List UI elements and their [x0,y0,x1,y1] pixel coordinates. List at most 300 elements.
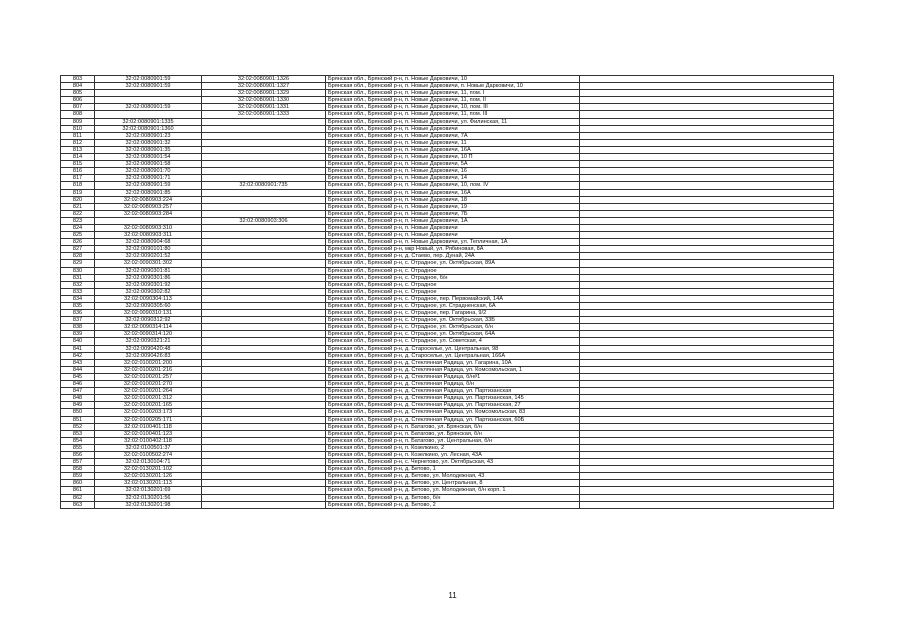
table-row [61,281,834,288]
empty-cell [580,118,834,125]
empty-cell [580,395,834,402]
cadastral-number-cell: 32:02:0080901:70 [95,168,202,175]
address-cell: Брянская обл., Брянский р-н, с. Отрадное, ул. Октябрьская, б/н [326,324,580,331]
table-row [61,359,834,366]
row-number-cell: 837 [61,317,95,324]
empty-cell [580,189,834,196]
empty-cell [580,125,834,132]
object-cadastral-number-cell [202,161,326,168]
empty-cell [580,388,834,395]
cadastral-number-cell: 32:02:0130201:56 [95,494,202,501]
address-cell: Брянская обл., Брянский р-н, д. Стеклянная Радица, ул. Гагарина, 10А [326,359,580,366]
empty-cell [580,104,834,111]
row-number-cell: 813 [61,146,95,153]
empty-cell [580,274,834,281]
table-row [61,76,834,83]
cadastral-number-cell: 32:02:0100205:171 [95,416,202,423]
table-row [61,168,834,175]
empty-cell [580,338,834,345]
row-number-cell: 825 [61,232,95,239]
object-cadastral-number-cell [202,409,326,416]
object-cadastral-number-cell [202,402,326,409]
row-number-cell: 811 [61,132,95,139]
empty-cell [580,317,834,324]
row-number-cell: 855 [61,444,95,451]
cadastral-number-cell: 32:02:0080901:59 [95,76,202,83]
table-row [61,288,834,295]
address-cell: Брянская обл., Брянский р-н, с. Отрадное [326,267,580,274]
row-number-cell: 821 [61,203,95,210]
address-cell: Брянская обл., Брянский р-н, п. Новые Дарковичи, 11, пом. I [326,90,580,97]
row-number-cell: 823 [61,217,95,224]
object-cadastral-number-cell [202,466,326,473]
table-row [61,125,834,132]
table-row [61,253,834,260]
table-row [61,267,834,274]
table-row [61,175,834,182]
address-cell: Брянская обл., Брянский р-н, д. Стеклянная Радица, ул. Партизанская, 145 [326,395,580,402]
row-number-cell: 822 [61,210,95,217]
table-row [61,232,834,239]
address-cell: Брянская обл., Брянский р-н, д. Бетово, ул. Центральная, 8 [326,480,580,487]
empty-cell [580,331,834,338]
cadastral-number-cell: 32:02:0090301:92 [95,281,202,288]
cadastral-number-cell: 32:02:0090302:82 [95,288,202,295]
cadastral-number-cell: 32:02:0080901:54 [95,154,202,161]
address-cell: Брянская обл., Брянский р-н, п. Новые Дарковичи, 16А [326,189,580,196]
empty-cell [580,359,834,366]
empty-cell [580,175,834,182]
address-cell: Брянская обл., Брянский р-н, с. Отрадное, ул. Октябрьская, 64А [326,331,580,338]
object-cadastral-number-cell: 32:02:0080901:735 [202,182,326,189]
object-cadastral-number-cell [202,494,326,501]
table-row [61,217,834,224]
table-row [61,409,834,416]
cadastral-number-cell: 32:02:0080903:257 [95,203,202,210]
object-cadastral-number-cell [202,189,326,196]
empty-cell [580,203,834,210]
empty-cell [580,281,834,288]
cadastral-number-cell: 32:02:0080901:1335 [95,118,202,125]
table-row [61,146,834,153]
cadastral-number-cell: 32:02:0090301:81 [95,267,202,274]
object-cadastral-number-cell [202,381,326,388]
table-row [61,104,834,111]
row-number-cell: 814 [61,154,95,161]
object-cadastral-number-cell [202,338,326,345]
page-number: 11 [448,591,457,600]
table-row [61,161,834,168]
cadastral-number-cell: 32:02:0090314:120 [95,331,202,338]
address-cell: Брянская обл., Брянский р-н, п. Новые Дарковичи, 10 [326,76,580,83]
table-row [61,331,834,338]
address-cell: Брянская обл., Брянский р-н, п. Новые Дарковичи, 10, пом. IV [326,182,580,189]
object-cadastral-number-cell [202,473,326,480]
row-number-cell: 832 [61,281,95,288]
row-number-cell: 843 [61,359,95,366]
address-cell: Брянская обл., Брянский р-н, с. Отрадное [326,288,580,295]
empty-cell [580,260,834,267]
row-number-cell: 824 [61,224,95,231]
address-cell: Брянская обл., Брянский р-н, п. Новые Дарковичи, 14 [326,175,580,182]
cadastral-number-cell: 32:02:0080903:284 [95,210,202,217]
table-row [61,239,834,246]
row-number-cell: 862 [61,494,95,501]
empty-cell [580,224,834,231]
row-number-cell: 810 [61,125,95,132]
empty-cell [580,83,834,90]
empty-cell [580,146,834,153]
address-cell: Брянская обл., Брянский р-н, п. Новые Дарковичи [326,125,580,132]
empty-cell [580,132,834,139]
address-cell: Брянская обл., Брянский р-н, д. Бетово, ул. Молодежная, б/н корп. 1 [326,487,580,494]
table-row [61,352,834,359]
object-cadastral-number-cell [202,274,326,281]
object-cadastral-number-cell [202,146,326,153]
cadastral-number-cell: 32:02:0080901:58 [95,161,202,168]
address-cell: Брянская обл., Брянский р-н, п. Новые Дарковичи, 11, пом. III [326,111,580,118]
table-row [61,373,834,380]
row-number-cell: 818 [61,182,95,189]
object-cadastral-number-cell [202,203,326,210]
table-row [61,224,834,231]
cadastral-number-cell: 32:02:0080903:310 [95,224,202,231]
cadastral-number-cell: 32:02:0100201:270 [95,381,202,388]
object-cadastral-number-cell [202,253,326,260]
row-number-cell: 806 [61,97,95,104]
empty-cell [580,154,834,161]
cadastral-number-cell: 32:02:0080901:59 [95,182,202,189]
object-cadastral-number-cell [202,487,326,494]
cadastral-number-cell: 32:02:0080903:224 [95,196,202,203]
address-cell: Брянская обл., Брянский р-н, д. Стеклянная Радица, ул. Комсомольская, 1 [326,366,580,373]
object-cadastral-number-cell [202,317,326,324]
row-number-cell: 863 [61,501,95,508]
object-cadastral-number-cell [202,154,326,161]
table-row [61,203,834,210]
address-cell: Брянская обл., Брянский р-н, п. Новые Дарковичи, 18 [326,196,580,203]
cadastral-number-cell: 32:02:0080901:35 [95,146,202,153]
object-cadastral-number-cell [202,430,326,437]
row-number-cell: 860 [61,480,95,487]
cadastral-number-cell: 32:02:0090304:113 [95,295,202,302]
row-number-cell: 833 [61,288,95,295]
table-row [61,83,834,90]
object-cadastral-number-cell [202,352,326,359]
address-cell: Брянская обл., Брянский р-н, с. Отрадное, ул. Страдненская, 6А [326,303,580,310]
address-cell: Брянская обл., Брянский р-н, п. Новые Дарковичи, 10 П [326,154,580,161]
address-cell: Брянская обл., Брянский р-н, п. Новые Дарковичи, 11 [326,139,580,146]
address-cell: Брянская обл., Брянский р-н, с. Отрадное, пер. Гагарина, 9/2 [326,310,580,317]
row-number-cell: 836 [61,310,95,317]
object-cadastral-number-cell [202,288,326,295]
object-cadastral-number-cell [202,395,326,402]
object-cadastral-number-cell [202,139,326,146]
address-cell: Брянская обл., Брянский р-н, п. Новые Дарковичи, ул. Тепличная, 1А [326,239,580,246]
address-cell: Брянская обл., Брянский р-н, д. Стеклянная Радица, б/н [326,381,580,388]
row-number-cell: 856 [61,451,95,458]
table-row [61,430,834,437]
object-cadastral-number-cell [202,168,326,175]
table-row [61,459,834,466]
row-number-cell: 835 [61,303,95,310]
address-cell: Брянская обл., Брянский р-н, д. Староселье, ул. Центральная, 98 [326,345,580,352]
empty-cell [580,310,834,317]
table-row [61,210,834,217]
table-row [61,466,834,473]
address-cell: Брянская обл., Брянский р-н, с. Отрадное [326,281,580,288]
empty-cell [580,381,834,388]
table-row [61,97,834,104]
address-cell: Брянская обл., Брянский р-н, п. Новые Дарковичи [326,224,580,231]
address-cell: Брянская обл., Брянский р-н, д. Бетово, 1 [326,466,580,473]
address-cell: Брянская обл., Брянский р-н, п. Батагово, ул. Центральная, б/н [326,437,580,444]
object-cadastral-number-cell: 32:02:0080901:1331 [202,104,326,111]
cadastral-number-cell: 32:02:0130104:71 [95,459,202,466]
address-cell: Брянская обл., Брянский р-н, п. Батагово, ул. Брянская, б/н [326,430,580,437]
table-row [61,90,834,97]
registry-table-body [61,76,834,509]
object-cadastral-number-cell [202,132,326,139]
table-row [61,189,834,196]
cadastral-number-cell: 32:02:0080901:23 [95,132,202,139]
row-number-cell: 857 [61,459,95,466]
empty-cell [580,295,834,302]
object-cadastral-number-cell [202,373,326,380]
empty-cell [580,402,834,409]
row-number-cell: 844 [61,366,95,373]
cadastral-number-cell: 32:02:0090101:80 [95,246,202,253]
table-row [61,437,834,444]
row-number-cell: 848 [61,395,95,402]
empty-cell [580,217,834,224]
table-row [61,154,834,161]
cadastral-number-cell: 32:02:0090321:21 [95,338,202,345]
row-number-cell: 845 [61,373,95,380]
object-cadastral-number-cell [202,444,326,451]
row-number-cell: 853 [61,430,95,437]
address-cell: Брянская обл., Брянский р-н, с. Отрадное, пер. Первомайский, 14А [326,295,580,302]
row-number-cell: 812 [61,139,95,146]
object-cadastral-number-cell [202,451,326,458]
address-cell: Брянская обл., Брянский р-н, д. Стеклянная Радица, ул. Партизанская [326,388,580,395]
object-cadastral-number-cell: 32:02:0080903:306 [202,217,326,224]
cadastral-number-cell: 32:02:0100203:173 [95,409,202,416]
cadastral-number-cell: 32:02:0100201:312 [95,395,202,402]
cadastral-number-cell: 32:02:0080901:1360 [95,125,202,132]
cadastral-number-cell: 32:02:0090420:48 [95,345,202,352]
row-number-cell: 846 [61,381,95,388]
row-number-cell: 809 [61,118,95,125]
cadastral-number-cell: 32:02:0090201:52 [95,253,202,260]
empty-cell [580,196,834,203]
cadastral-number-cell: 32:02:0100201:216 [95,366,202,373]
object-cadastral-number-cell: 32:02:0080901:1326 [202,76,326,83]
address-cell: Брянская обл., Брянский р-н, д. Староселье, ул. Центральная, 166А [326,352,580,359]
table-row [61,118,834,125]
registry-table [60,75,834,509]
cadastral-number-cell [95,217,202,224]
address-cell: Брянская обл., Брянский р-н, д. Стеклянная Радица, ул. Партизанская, 60Б [326,416,580,423]
empty-cell [580,459,834,466]
row-number-cell: 815 [61,161,95,168]
address-cell: Брянская обл., Брянский р-н, п. Новые Дарковичи, 10, пом. III [326,104,580,111]
cadastral-number-cell: 32:02:0130201:102 [95,466,202,473]
row-number-cell: 819 [61,189,95,196]
cadastral-number-cell: 32:02:0100201:165 [95,402,202,409]
row-number-cell: 826 [61,239,95,246]
table-row [61,345,834,352]
table-row [61,111,834,118]
empty-cell [580,352,834,359]
object-cadastral-number-cell [202,196,326,203]
row-number-cell: 803 [61,76,95,83]
empty-cell [580,501,834,508]
cadastral-number-cell: 32:02:0090301:302 [95,260,202,267]
object-cadastral-number-cell [202,437,326,444]
row-number-cell: 850 [61,409,95,416]
object-cadastral-number-cell: 32:02:0080901:1330 [202,97,326,104]
object-cadastral-number-cell [202,423,326,430]
object-cadastral-number-cell [202,210,326,217]
row-number-cell: 851 [61,416,95,423]
address-cell: Брянская обл., Брянский р-н, д. Стеклянная Радица, ул. Комсомольская, 83 [326,409,580,416]
cadastral-number-cell: 32:02:0090314:114 [95,324,202,331]
table-row [61,494,834,501]
address-cell: Брянская обл., Брянский р-н, с. Отрадное, ул. Октябрьская, 33Б [326,317,580,324]
address-cell: Брянская обл., Брянский р-н, п. Новые Дарковичи, 19 [326,203,580,210]
table-row [61,303,834,310]
address-cell: Брянская обл., Брянский р-н, п. Козелкино, ул. Лесная, 43А [326,451,580,458]
empty-cell [580,444,834,451]
row-number-cell: 807 [61,104,95,111]
row-number-cell: 830 [61,267,95,274]
empty-cell [580,97,834,104]
table-row [61,260,834,267]
object-cadastral-number-cell [202,324,326,331]
object-cadastral-number-cell [202,224,326,231]
empty-cell [580,210,834,217]
empty-cell [580,409,834,416]
table-row [61,274,834,281]
table-row [61,395,834,402]
empty-cell [580,253,834,260]
object-cadastral-number-cell [202,303,326,310]
address-cell: Брянская обл., Брянский р-н, п. Новые Дарковичи, п. Новые Дарковичи, 10 [326,83,580,90]
cadastral-number-cell: 32:02:0090301:86 [95,274,202,281]
empty-cell [580,437,834,444]
object-cadastral-number-cell [202,416,326,423]
cadastral-number-cell: 32:02:0100201:200 [95,359,202,366]
object-cadastral-number-cell [202,501,326,508]
cadastral-number-cell: 32:02:0080901:32 [95,139,202,146]
empty-cell [580,366,834,373]
empty-cell [580,324,834,331]
address-cell: Брянская обл., Брянский р-н, п. Новые Дарковичи, 7Б [326,210,580,217]
cadastral-number-cell: 32:02:0130201:98 [95,501,202,508]
empty-cell [580,288,834,295]
row-number-cell: 840 [61,338,95,345]
cadastral-number-cell: 32:02:0100501:37 [95,444,202,451]
object-cadastral-number-cell [202,480,326,487]
cadastral-number-cell: 32:02:0080901:59 [95,83,202,90]
address-cell: Брянская обл., Брянский р-н, д. Стеклянная Радица, ул. Партизанская, 27 [326,402,580,409]
table-row [61,317,834,324]
row-number-cell: 847 [61,388,95,395]
row-number-cell: 816 [61,168,95,175]
cadastral-number-cell: 32:02:0100201:264 [95,388,202,395]
empty-cell [580,480,834,487]
empty-cell [580,267,834,274]
row-number-cell: 849 [61,402,95,409]
cadastral-number-cell: 32:02:0100401:123 [95,430,202,437]
table-row [61,139,834,146]
table-row [61,388,834,395]
empty-cell [580,90,834,97]
empty-cell [580,111,834,118]
row-number-cell: 829 [61,260,95,267]
object-cadastral-number-cell: 32:02:0080901:1329 [202,90,326,97]
empty-cell [580,345,834,352]
object-cadastral-number-cell [202,388,326,395]
address-cell: Брянская обл., Брянский р-н, с. Чернетово, ул. Октябрьская, 43 [326,459,580,466]
row-number-cell: 828 [61,253,95,260]
table-row [61,423,834,430]
table-row [61,132,834,139]
empty-cell [580,494,834,501]
table-row [61,473,834,480]
object-cadastral-number-cell [202,260,326,267]
row-number-cell: 838 [61,324,95,331]
empty-cell [580,451,834,458]
row-number-cell: 827 [61,246,95,253]
object-cadastral-number-cell [202,125,326,132]
address-cell: Брянская обл., Брянский р-н, д. Стеклянная Радица, б/н#1 [326,373,580,380]
empty-cell [580,246,834,253]
cadastral-number-cell: 32:02:0080901:71 [95,175,202,182]
object-cadastral-number-cell [202,267,326,274]
table-row [61,501,834,508]
address-cell: Брянская обл., Брянский р-н, мкр Новый, ул. Рябиновая, 8А [326,246,580,253]
table-row [61,295,834,302]
empty-cell [580,76,834,83]
address-cell: Брянская обл., Брянский р-н, д. Бетово, б/н [326,494,580,501]
cadastral-number-cell [95,97,202,104]
object-cadastral-number-cell [202,232,326,239]
empty-cell [580,423,834,430]
address-cell: Брянская обл., Брянский р-н, п. Новые Дарковичи, 11, пом. II [326,97,580,104]
address-cell: Брянская обл., Брянский р-н, д. Стаево, пер. Дунай, 24А [326,253,580,260]
row-number-cell: 842 [61,352,95,359]
cadastral-number-cell: 32:02:0080903:311 [95,232,202,239]
empty-cell [580,232,834,239]
row-number-cell: 839 [61,331,95,338]
cadastral-number-cell: 32:02:0100402:118 [95,437,202,444]
row-number-cell: 808 [61,111,95,118]
object-cadastral-number-cell [202,366,326,373]
row-number-cell: 841 [61,345,95,352]
object-cadastral-number-cell [202,281,326,288]
table-row [61,182,834,189]
empty-cell [580,239,834,246]
empty-cell [580,303,834,310]
table-row [61,196,834,203]
object-cadastral-number-cell [202,246,326,253]
address-cell: Брянская обл., Брянский р-н, п. Новые Дарковичи, 1А [326,217,580,224]
object-cadastral-number-cell [202,118,326,125]
cadastral-number-cell: 32:02:0090312:92 [95,317,202,324]
cadastral-number-cell: 32:02:0130201:69 [95,487,202,494]
